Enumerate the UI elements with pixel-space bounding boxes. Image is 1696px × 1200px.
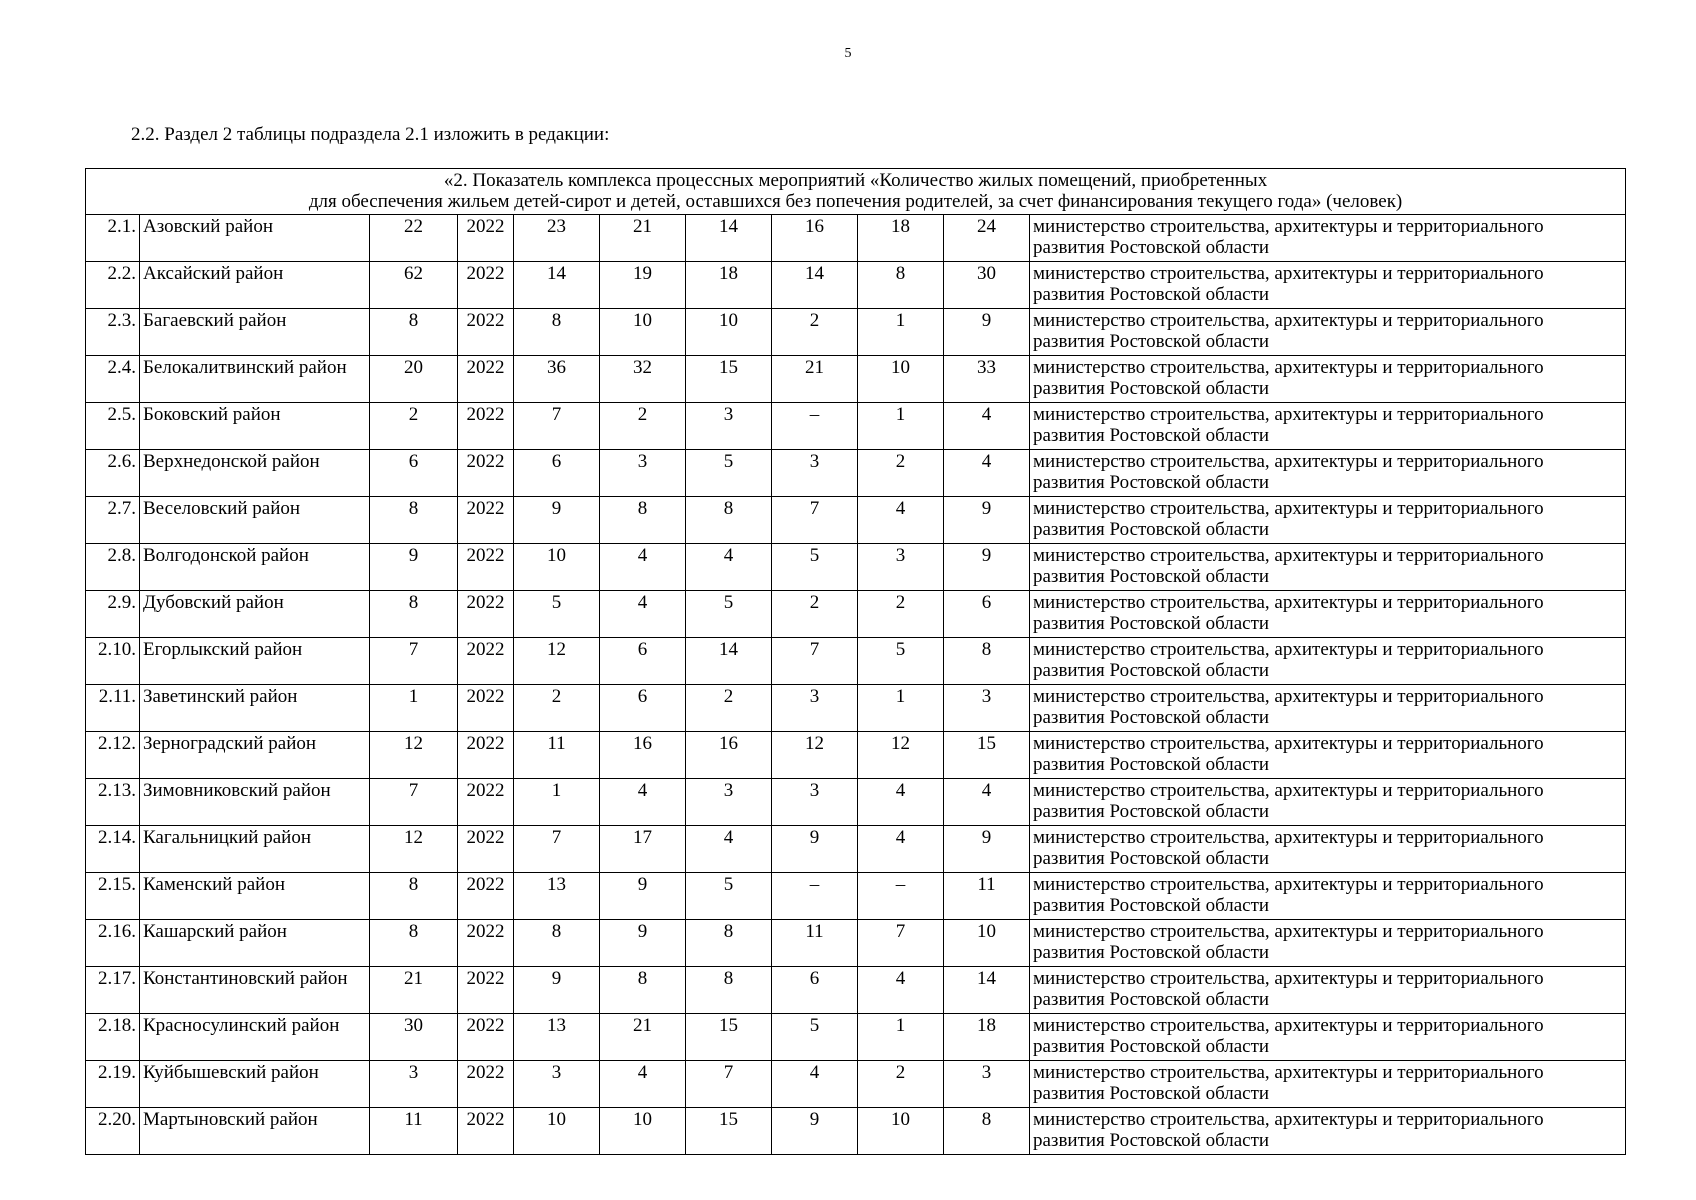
value-cell: 4: [858, 826, 944, 873]
value-cell: 8: [600, 497, 686, 544]
value-cell: 10: [944, 920, 1030, 967]
value-cell: 9: [944, 309, 1030, 356]
row-number: 2.3.: [86, 309, 140, 356]
district-name: Азовский район: [140, 215, 370, 262]
value-cell: 1: [858, 1014, 944, 1061]
value-cell: 2022: [458, 403, 514, 450]
value-cell: 7: [514, 403, 600, 450]
value-cell: 12: [514, 638, 600, 685]
value-cell: 2022: [458, 544, 514, 591]
table-caption-line-2: для обеспечения жильем детей-сирот и детей, оставшихся без попечения родителей, за счет финансирования текущего года» (человек): [308, 191, 1403, 212]
indicator-table: [85, 168, 1626, 1155]
value-cell: 8: [370, 920, 458, 967]
value-cell: 15: [944, 732, 1030, 779]
value-cell: 23: [514, 215, 600, 262]
value-cell: 4: [686, 826, 772, 873]
row-number: 2.2.: [86, 262, 140, 309]
value-cell: 4: [772, 1061, 858, 1108]
responsible-line-2: развития Ростовской области: [1033, 472, 1270, 493]
responsible-cell: [1030, 732, 1626, 779]
district-name: Зерноградский район: [140, 732, 370, 779]
responsible-cell: [1030, 403, 1626, 450]
value-cell: 6: [600, 685, 686, 732]
value-cell: –: [772, 873, 858, 920]
district-name: Каменский район: [140, 873, 370, 920]
intro-text: 2.2. Раздел 2 таблицы подраздела 2.1 изложить в редакции:: [131, 124, 610, 145]
district-name: Константиновский район: [140, 967, 370, 1014]
responsible-line-2: развития Ростовской области: [1033, 425, 1270, 446]
responsible-line-1: министерство строительства, архитектуры и территориального: [1033, 968, 1544, 989]
value-cell: 7: [370, 638, 458, 685]
value-cell: 1: [514, 779, 600, 826]
value-cell: 2022: [458, 920, 514, 967]
responsible-line-2: развития Ростовской области: [1033, 989, 1270, 1010]
responsible-cell: [1030, 356, 1626, 403]
value-cell: 7: [686, 1061, 772, 1108]
responsible-line-1: министерство строительства, архитектуры и территориального: [1033, 545, 1544, 566]
responsible-line-2: развития Ростовской области: [1033, 378, 1270, 399]
value-cell: 3: [944, 685, 1030, 732]
value-cell: 18: [944, 1014, 1030, 1061]
responsible-line-2: развития Ростовской области: [1033, 660, 1270, 681]
value-cell: 2022: [458, 215, 514, 262]
table-caption: [86, 169, 1626, 215]
value-cell: 4: [858, 779, 944, 826]
value-cell: 17: [600, 826, 686, 873]
responsible-line-2: развития Ростовской области: [1033, 942, 1270, 963]
value-cell: 1: [858, 403, 944, 450]
district-name: Мартыновский район: [140, 1108, 370, 1155]
value-cell: 4: [686, 544, 772, 591]
value-cell: 2: [858, 1061, 944, 1108]
responsible-line-1: министерство строительства, архитектуры и территориального: [1033, 686, 1544, 707]
value-cell: 4: [944, 403, 1030, 450]
value-cell: 14: [686, 638, 772, 685]
table-row: [86, 779, 1626, 826]
value-cell: 62: [370, 262, 458, 309]
responsible-line-2: развития Ростовской области: [1033, 613, 1270, 634]
value-cell: 2: [858, 591, 944, 638]
value-cell: 16: [772, 215, 858, 262]
value-cell: 13: [514, 873, 600, 920]
row-number: 2.19.: [86, 1061, 140, 1108]
responsible-cell: [1030, 873, 1626, 920]
responsible-cell: [1030, 1014, 1626, 1061]
responsible-line-2: развития Ростовской области: [1033, 801, 1270, 822]
district-name: Кагальницкий район: [140, 826, 370, 873]
value-cell: 7: [514, 826, 600, 873]
value-cell: 10: [600, 1108, 686, 1155]
responsible-line-1: министерство строительства, архитектуры и территориального: [1033, 498, 1544, 519]
district-name: Заветинский район: [140, 685, 370, 732]
value-cell: 8: [370, 591, 458, 638]
responsible-line-1: министерство строительства, архитектуры и территориального: [1033, 780, 1544, 801]
row-number: 2.8.: [86, 544, 140, 591]
responsible-line-1: министерство строительства, архитектуры и территориального: [1033, 263, 1544, 284]
row-number: 2.1.: [86, 215, 140, 262]
table-row: [86, 450, 1626, 497]
district-name: Веселовский район: [140, 497, 370, 544]
value-cell: 8: [944, 638, 1030, 685]
value-cell: 9: [600, 920, 686, 967]
value-cell: 6: [514, 450, 600, 497]
table-row: [86, 638, 1626, 685]
responsible-line-2: развития Ростовской области: [1033, 1130, 1270, 1151]
responsible-cell: [1030, 215, 1626, 262]
value-cell: 20: [370, 356, 458, 403]
responsible-line-1: министерство строительства, архитектуры и территориального: [1033, 357, 1544, 378]
value-cell: 14: [944, 967, 1030, 1014]
value-cell: 2: [772, 309, 858, 356]
district-name: Егорлыкский район: [140, 638, 370, 685]
table-caption-row: [86, 169, 1626, 215]
value-cell: 1: [370, 685, 458, 732]
value-cell: 2022: [458, 1108, 514, 1155]
value-cell: 2022: [458, 1014, 514, 1061]
value-cell: 10: [514, 1108, 600, 1155]
value-cell: 7: [772, 497, 858, 544]
table-row: [86, 920, 1626, 967]
responsible-cell: [1030, 309, 1626, 356]
value-cell: 10: [858, 356, 944, 403]
value-cell: 3: [772, 685, 858, 732]
value-cell: 7: [858, 920, 944, 967]
responsible-line-2: развития Ростовской области: [1033, 1036, 1270, 1057]
value-cell: 8: [514, 920, 600, 967]
table-row: [86, 873, 1626, 920]
value-cell: 12: [772, 732, 858, 779]
table-row: [86, 262, 1626, 309]
value-cell: 15: [686, 1014, 772, 1061]
table-row: [86, 732, 1626, 779]
responsible-line-2: развития Ростовской области: [1033, 331, 1270, 352]
value-cell: 9: [514, 967, 600, 1014]
value-cell: 2022: [458, 309, 514, 356]
value-cell: 3: [600, 450, 686, 497]
responsible-line-2: развития Ростовской области: [1033, 895, 1270, 916]
table-row: [86, 215, 1626, 262]
value-cell: 12: [370, 826, 458, 873]
value-cell: 2: [370, 403, 458, 450]
value-cell: 8: [600, 967, 686, 1014]
value-cell: 6: [600, 638, 686, 685]
value-cell: 4: [600, 779, 686, 826]
value-cell: 8: [686, 920, 772, 967]
value-cell: 3: [772, 450, 858, 497]
value-cell: 7: [370, 779, 458, 826]
responsible-line-2: развития Ростовской области: [1033, 1083, 1270, 1104]
value-cell: 8: [944, 1108, 1030, 1155]
value-cell: 3: [772, 779, 858, 826]
responsible-line-1: министерство строительства, архитектуры и территориального: [1033, 921, 1544, 942]
value-cell: 3: [370, 1061, 458, 1108]
value-cell: 10: [600, 309, 686, 356]
value-cell: 14: [514, 262, 600, 309]
table-row: [86, 544, 1626, 591]
responsible-line-2: развития Ростовской области: [1033, 566, 1270, 587]
value-cell: 9: [944, 497, 1030, 544]
row-number: 2.10.: [86, 638, 140, 685]
value-cell: 5: [772, 1014, 858, 1061]
value-cell: 4: [600, 1061, 686, 1108]
value-cell: 9: [514, 497, 600, 544]
value-cell: 2: [686, 685, 772, 732]
value-cell: 24: [944, 215, 1030, 262]
value-cell: 2022: [458, 262, 514, 309]
value-cell: 8: [686, 967, 772, 1014]
responsible-line-2: развития Ростовской области: [1033, 707, 1270, 728]
value-cell: 6: [944, 591, 1030, 638]
district-name: Дубовский район: [140, 591, 370, 638]
district-name: Аксайский район: [140, 262, 370, 309]
table-row: [86, 967, 1626, 1014]
responsible-cell: [1030, 967, 1626, 1014]
table-row: [86, 685, 1626, 732]
value-cell: 3: [686, 403, 772, 450]
value-cell: 15: [686, 356, 772, 403]
value-cell: 9: [600, 873, 686, 920]
responsible-cell: [1030, 638, 1626, 685]
district-name: Кашарский район: [140, 920, 370, 967]
responsible-cell: [1030, 497, 1626, 544]
value-cell: 2022: [458, 685, 514, 732]
value-cell: 21: [370, 967, 458, 1014]
value-cell: 13: [514, 1014, 600, 1061]
district-name: Красносулинский район: [140, 1014, 370, 1061]
value-cell: 16: [600, 732, 686, 779]
value-cell: 6: [370, 450, 458, 497]
value-cell: 16: [686, 732, 772, 779]
responsible-line-1: министерство строительства, архитектуры и территориального: [1033, 874, 1544, 895]
table-caption-line-1: «2. Показатель комплекса процессных мероприятий «Количество жилых помещений, приобретенных: [443, 170, 1268, 191]
value-cell: 18: [858, 215, 944, 262]
responsible-line-1: министерство строительства, архитектуры и территориального: [1033, 827, 1544, 848]
row-number: 2.4.: [86, 356, 140, 403]
responsible-cell: [1030, 685, 1626, 732]
district-name: Белокалитвинский район: [140, 356, 370, 403]
value-cell: 30: [370, 1014, 458, 1061]
value-cell: 6: [772, 967, 858, 1014]
value-cell: 32: [600, 356, 686, 403]
responsible-cell: [1030, 1108, 1626, 1155]
row-number: 2.7.: [86, 497, 140, 544]
value-cell: 21: [600, 1014, 686, 1061]
page-number: 5: [844, 46, 852, 61]
row-number: 2.17.: [86, 967, 140, 1014]
value-cell: 3: [858, 544, 944, 591]
value-cell: 5: [858, 638, 944, 685]
value-cell: 3: [686, 779, 772, 826]
value-cell: 8: [370, 873, 458, 920]
table-row: [86, 1108, 1626, 1155]
responsible-line-1: министерство строительства, архитектуры и территориального: [1033, 451, 1544, 472]
value-cell: –: [858, 873, 944, 920]
value-cell: 4: [858, 497, 944, 544]
row-number: 2.12.: [86, 732, 140, 779]
district-name: Волгодонской район: [140, 544, 370, 591]
value-cell: 4: [858, 967, 944, 1014]
value-cell: 14: [686, 215, 772, 262]
value-cell: 18: [686, 262, 772, 309]
value-cell: 11: [772, 920, 858, 967]
value-cell: 4: [600, 544, 686, 591]
value-cell: 2022: [458, 779, 514, 826]
value-cell: 10: [858, 1108, 944, 1155]
value-cell: 8: [686, 497, 772, 544]
responsible-line-1: министерство строительства, архитектуры и территориального: [1033, 216, 1544, 237]
value-cell: 2022: [458, 873, 514, 920]
value-cell: –: [772, 403, 858, 450]
row-number: 2.18.: [86, 1014, 140, 1061]
responsible-cell: [1030, 450, 1626, 497]
value-cell: 33: [944, 356, 1030, 403]
responsible-cell: [1030, 779, 1626, 826]
value-cell: 2: [858, 450, 944, 497]
value-cell: 2022: [458, 732, 514, 779]
value-cell: 11: [370, 1108, 458, 1155]
value-cell: 15: [686, 1108, 772, 1155]
value-cell: 11: [944, 873, 1030, 920]
responsible-line-1: министерство строительства, архитектуры и территориального: [1033, 733, 1544, 754]
table-row: [86, 497, 1626, 544]
table-row: [86, 1061, 1626, 1108]
value-cell: 7: [772, 638, 858, 685]
value-cell: 4: [944, 450, 1030, 497]
table-row: [86, 591, 1626, 638]
responsible-line-1: министерство строительства, архитектуры и территориального: [1033, 639, 1544, 660]
value-cell: 21: [600, 215, 686, 262]
value-cell: 14: [772, 262, 858, 309]
responsible-cell: [1030, 920, 1626, 967]
district-name: Куйбышевский район: [140, 1061, 370, 1108]
value-cell: 10: [514, 544, 600, 591]
value-cell: 5: [686, 450, 772, 497]
value-cell: 36: [514, 356, 600, 403]
value-cell: 2022: [458, 826, 514, 873]
value-cell: 9: [772, 826, 858, 873]
table-row: [86, 356, 1626, 403]
table-row: [86, 403, 1626, 450]
responsible-line-1: министерство строительства, архитектуры и территориального: [1033, 592, 1544, 613]
value-cell: 1: [858, 685, 944, 732]
value-cell: 8: [370, 309, 458, 356]
responsible-line-1: министерство строительства, архитектуры и территориального: [1033, 310, 1544, 331]
row-number: 2.11.: [86, 685, 140, 732]
responsible-line-2: развития Ростовской области: [1033, 284, 1270, 305]
district-name: Багаевский район: [140, 309, 370, 356]
row-number: 2.20.: [86, 1108, 140, 1155]
value-cell: 8: [514, 309, 600, 356]
row-number: 2.15.: [86, 873, 140, 920]
value-cell: 4: [600, 591, 686, 638]
value-cell: 2022: [458, 638, 514, 685]
value-cell: 2: [514, 685, 600, 732]
value-cell: 5: [514, 591, 600, 638]
value-cell: 3: [944, 1061, 1030, 1108]
row-number: 2.14.: [86, 826, 140, 873]
responsible-line-2: развития Ростовской области: [1033, 848, 1270, 869]
value-cell: 8: [370, 497, 458, 544]
value-cell: 22: [370, 215, 458, 262]
responsible-cell: [1030, 591, 1626, 638]
value-cell: 5: [686, 873, 772, 920]
value-cell: 2: [600, 403, 686, 450]
table-body: [86, 169, 1626, 1155]
district-name: Боковский район: [140, 403, 370, 450]
value-cell: 30: [944, 262, 1030, 309]
district-name: Верхнедонской район: [140, 450, 370, 497]
value-cell: 10: [686, 309, 772, 356]
value-cell: 9: [772, 1108, 858, 1155]
value-cell: 19: [600, 262, 686, 309]
value-cell: 12: [858, 732, 944, 779]
responsible-cell: [1030, 262, 1626, 309]
value-cell: 2022: [458, 967, 514, 1014]
row-number: 2.16.: [86, 920, 140, 967]
value-cell: 4: [944, 779, 1030, 826]
value-cell: 2022: [458, 497, 514, 544]
responsible-line-1: министерство строительства, архитектуры и территориального: [1033, 404, 1544, 425]
district-name: Зимовниковский район: [140, 779, 370, 826]
row-number: 2.5.: [86, 403, 140, 450]
responsible-line-2: развития Ростовской области: [1033, 237, 1270, 258]
table-row: [86, 1014, 1626, 1061]
value-cell: 3: [514, 1061, 600, 1108]
row-number: 2.13.: [86, 779, 140, 826]
value-cell: 2022: [458, 356, 514, 403]
value-cell: 5: [686, 591, 772, 638]
row-number: 2.9.: [86, 591, 140, 638]
value-cell: 5: [772, 544, 858, 591]
value-cell: 12: [370, 732, 458, 779]
table-row: [86, 826, 1626, 873]
value-cell: 1: [858, 309, 944, 356]
value-cell: 2: [772, 591, 858, 638]
value-cell: 11: [514, 732, 600, 779]
value-cell: 8: [858, 262, 944, 309]
responsible-line-2: развития Ростовской области: [1033, 754, 1270, 775]
row-number: 2.6.: [86, 450, 140, 497]
responsible-line-2: развития Ростовской области: [1033, 519, 1270, 540]
value-cell: 9: [944, 544, 1030, 591]
table-row: [86, 309, 1626, 356]
responsible-cell: [1030, 544, 1626, 591]
value-cell: 9: [944, 826, 1030, 873]
responsible-line-1: министерство строительства, архитектуры и территориального: [1033, 1062, 1544, 1083]
responsible-line-1: министерство строительства, архитектуры и территориального: [1033, 1015, 1544, 1036]
value-cell: 9: [370, 544, 458, 591]
value-cell: 2022: [458, 1061, 514, 1108]
responsible-cell: [1030, 1061, 1626, 1108]
value-cell: 2022: [458, 450, 514, 497]
responsible-cell: [1030, 826, 1626, 873]
value-cell: 21: [772, 356, 858, 403]
value-cell: 2022: [458, 591, 514, 638]
responsible-line-1: министерство строительства, архитектуры и территориального: [1033, 1109, 1544, 1130]
